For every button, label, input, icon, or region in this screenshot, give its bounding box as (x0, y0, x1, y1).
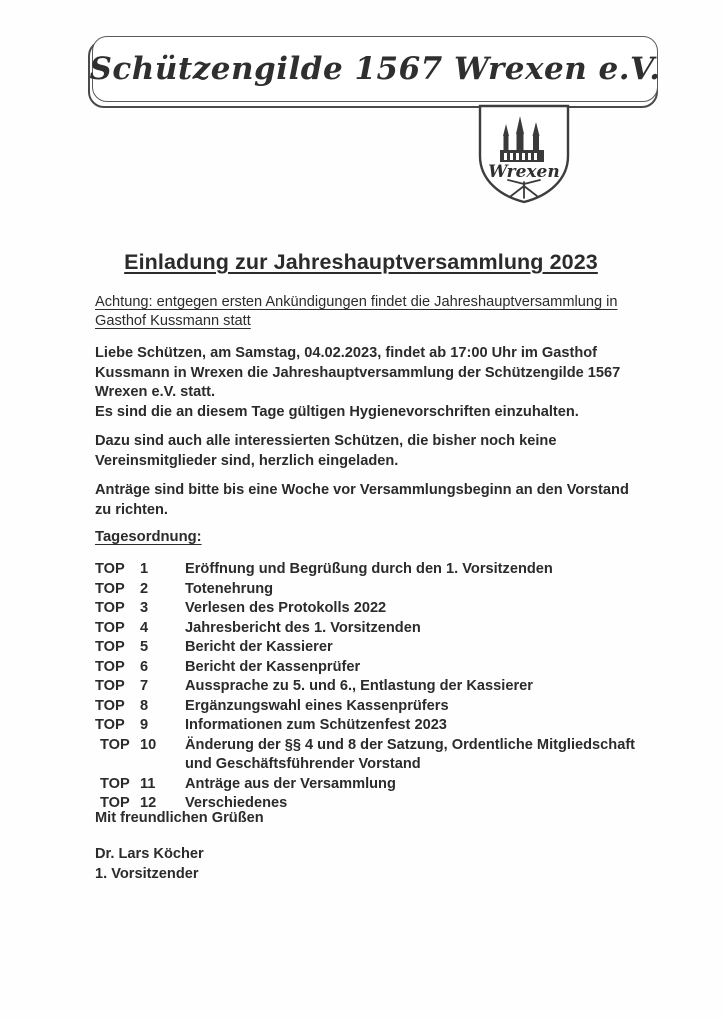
agenda-heading: Tagesordnung: (95, 529, 202, 545)
agenda-item-number: 7 (140, 678, 149, 694)
agenda-item-text-line-2: und Geschäftsführender Vorstand (185, 756, 421, 772)
agenda-item-number: 6 (140, 658, 149, 675)
agenda-item-text: Bericht der Kassenprüfer (185, 658, 361, 675)
agenda-item-4 (95, 619, 655, 639)
agenda-item-number: 1 (140, 561, 149, 577)
hygiene-notice-line: Es sind die an diesem Tage gültigen Hygienevorschriften einzuhalten. (95, 403, 579, 420)
agenda-item-text (185, 736, 655, 775)
svg-text:Wrexen: Wrexen (488, 162, 560, 182)
agenda-item-text: Ergänzungswahl eines Kassenprüfers (185, 697, 449, 714)
agenda-item-1 (95, 560, 655, 580)
meeting-details-line-2: Kussmann in Wrexen die Jahreshauptversammlung der Schützengilde 1567 (95, 364, 621, 381)
paragraph-motions-deadline: Anträge sind bitte bis eine Woche vor Versammlungsbeginn an den Vorstand zu richten. (95, 482, 629, 518)
agenda-item-text: Eröffnung und Begrüßung durch den 1. Vorsitzenden (185, 561, 553, 577)
agenda-item-9 (95, 716, 655, 736)
agenda-item-11 (95, 775, 655, 795)
agenda-item-number: 10 (140, 736, 157, 753)
agenda-item-text: Totenehrung (185, 580, 274, 597)
agenda-item-3 (95, 599, 655, 619)
agenda-item-text-line-1: Änderung der §§ 4 und 8 der Satzung, Ordentliche Mitgliedschaft (185, 736, 636, 753)
agenda-item-text: Jahresbericht des 1. Vorsitzenden (185, 619, 421, 636)
agenda-item-label: TOP (95, 580, 125, 597)
agenda-item-label: TOP (95, 658, 125, 675)
agenda-item-text: Verlesen des Protokolls 2022 (185, 600, 387, 616)
agenda-item-text: Verschiedenes (185, 795, 288, 811)
organization-name: Schützengilde 1567 Wrexen e.V. (89, 51, 661, 87)
agenda-item-label: TOP (95, 639, 125, 655)
agenda-item-text: Informationen zum Schützenfest 2023 (185, 717, 447, 733)
agenda-item-10 (95, 736, 655, 775)
meeting-details-line-3: Wrexen e.V. statt. (95, 384, 216, 400)
agenda-item-5 (95, 638, 655, 658)
agenda-item-number: 9 (140, 717, 149, 733)
agenda-item-label: TOP (100, 736, 130, 753)
agenda-item-label: TOP (95, 717, 125, 733)
agenda-list (95, 560, 655, 814)
agenda-item-2 (95, 580, 655, 600)
agenda-item-label: TOP (95, 697, 125, 714)
signature-name: Dr. Lars Köcher (95, 846, 204, 862)
agenda-item-label: TOP (95, 678, 125, 694)
agenda-item-text: Aussprache zu 5. und 6., Entlastung der Kassierer (185, 678, 533, 694)
meeting-details-line-1: Liebe Schützen, am Samstag, 04.02.2023, findet ab 17:00 Uhr im Gasthof (95, 345, 598, 361)
agenda-item-label: TOP (95, 561, 125, 577)
paragraph-meeting-details (95, 344, 647, 422)
coat-of-arms-icon (476, 104, 572, 204)
agenda-item-number: 12 (140, 795, 157, 811)
agenda-item-label: TOP (100, 775, 130, 792)
agenda-item-7 (95, 677, 655, 697)
agenda-item-label: TOP (100, 795, 130, 811)
signature-role: 1. Vorsitzender (95, 865, 199, 882)
agenda-item-number: 11 (140, 775, 156, 792)
paragraph-guests-invited: Dazu sind auch alle interessierten Schützen, die bisher noch keine Vereinsmitglieder sind, herzlich eingeladen. (95, 433, 557, 469)
agenda-item-8 (95, 697, 655, 717)
agenda-item-6 (95, 658, 655, 678)
agenda-item-number: 5 (140, 639, 149, 655)
agenda-item-label: TOP (95, 600, 125, 616)
agenda-item-number: 3 (140, 600, 149, 616)
signature-block (95, 845, 204, 884)
agenda-item-text: Anträge aus der Versammlung (185, 775, 396, 792)
agenda-item-number: 4 (140, 619, 149, 636)
closing-greeting: Mit freundlichen Grüßen (95, 810, 264, 826)
agenda-item-text: Bericht der Kassierer (185, 639, 333, 655)
letterhead (0, 0, 722, 225)
agenda-item-number: 8 (140, 697, 149, 714)
venue-change-notice: Achtung: entgegen ersten Ankündigungen findet die Jahreshauptversammlung in Gasthof Kussmann statt (95, 294, 618, 329)
agenda-item-number: 2 (140, 580, 149, 597)
page-title: Einladung zur Jahreshauptversammlung 2023 (124, 250, 598, 274)
agenda-item-label: TOP (95, 619, 125, 636)
